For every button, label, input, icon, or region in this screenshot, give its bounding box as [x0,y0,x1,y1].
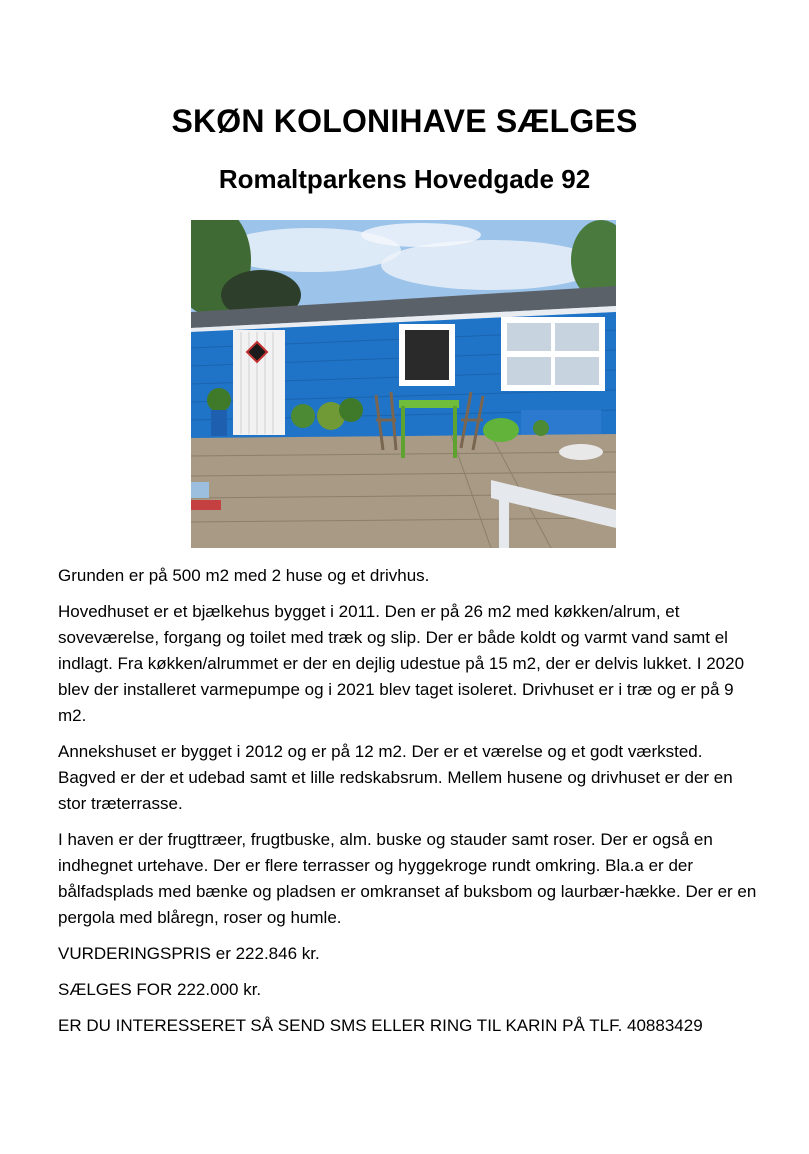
table [399,400,459,408]
address-subtitle: Romaltparkens Hovedgade 92 [218,164,591,194]
paragraph-main-house: Hovedhuset er et bjælkehus bygget i 2011. Den er på 26 m2 med køkken/alrum, et soveværelse, forgang og toilet med træk og slip. Der er både koldt og varmt vand samt el indlagt. Fra køkken/alrummet er der en dejlig udestue på 15 m2, der er delvis lukket. I 2020 blev der installeret varmepumpe og i 2021 blev taget isoleret. Drivhuset er i træ og er på 9 m2. [58,602,745,725]
page-title: SKØN KOLONIHAVE SÆLGES [171,103,638,139]
contact-info: ER DU INTERESSERET SÅ SEND SMS ELLER RING TIL KARIN PÅ TLF. 40883429 [58,1016,703,1035]
paragraph-annex: Annekshuset er bygget i 2012 og er på 12 m2. Der er et værelse og et godt værksted. Bagved er der et udebad samt et lille redskabsrum. Mellem husene og drivhuset er der en stor træterrasse. [58,742,733,813]
paragraph-plot: Grunden er på 500 m2 med 2 huse og et drivhus. [58,566,430,585]
paragraph-garden: I haven er der frugttræer, frugtbuske, alm. buske og stauder samt roser. Der er også en indhegnet urtehave. Der er flere terrasser og hyggekroge rundt omkring. Bla.a er der bålfadsplads med bænke og pladsen er omkranset af buksbom og laurbær-hække. Der er en pergola med blåregn, roser og humle. [58,830,757,927]
sale-price: SÆLGES FOR 222.000 kr. [58,980,262,999]
house-photo-illustration [191,220,616,548]
valuation-price: VURDERINGSPRIS er 222.846 kr. [58,944,320,963]
house-photo [191,220,616,548]
listing-description [58,563,758,1049]
